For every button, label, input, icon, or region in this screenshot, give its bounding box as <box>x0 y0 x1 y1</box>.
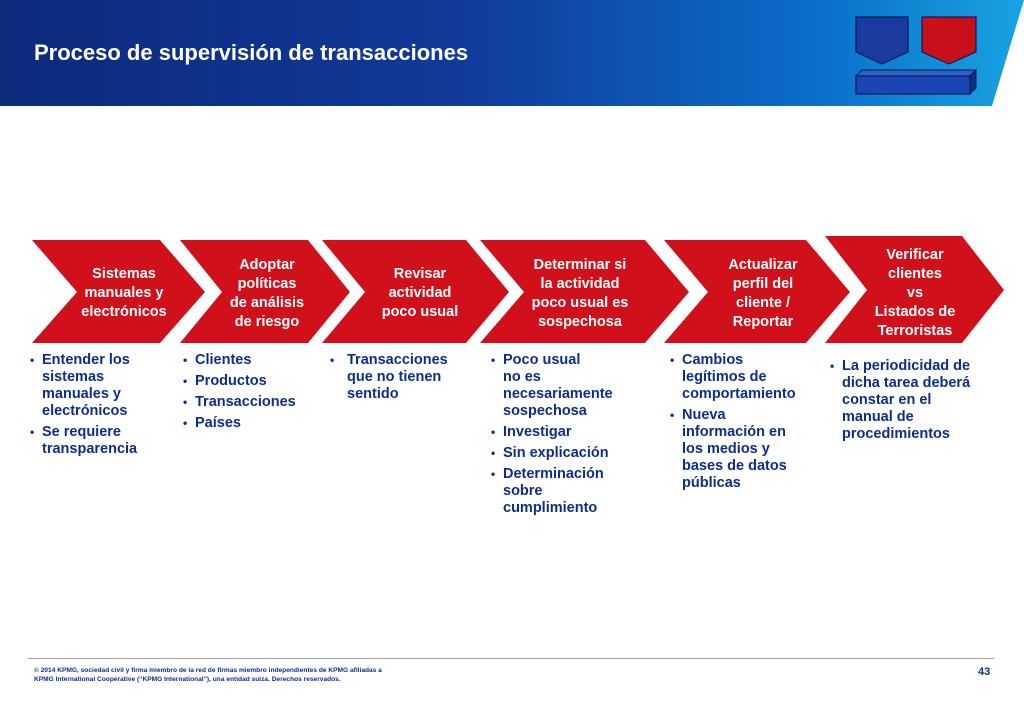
list-item: • Clientes <box>183 352 323 369</box>
step-2-bullets <box>183 352 323 436</box>
list-item: • Sin explicación <box>491 445 651 462</box>
list-item: • Cambios legítimos de comportamiento <box>670 352 830 403</box>
footer-copyright: © 2014 KPMG, sociedad civil y firma miembro de la red de firmas miembro independientes de KPMG afiliadas a KPMG International Cooperative (“KPMG International”), una entidad suiza. Derechos reservados. <box>34 667 382 683</box>
step-1-bullets <box>30 352 170 462</box>
list-item: • La periodicidad de dicha tarea deberá constar en el manual de procedimientos <box>830 358 1000 443</box>
list-item: • Entender los sistemas manuales y electrónicos <box>30 352 170 420</box>
list-item: • Transacciones <box>183 394 323 411</box>
list-item: • Transacciones que no tienen sentido <box>330 352 480 403</box>
step-1-label: Sistemas manuales y electrónicos <box>81 266 167 320</box>
kpmg-logo-icon <box>852 12 982 98</box>
list-item: • Nueva información en los medios y bases de datos públicas <box>670 407 830 492</box>
step-6-bullets <box>830 358 1000 447</box>
list-item: • Productos <box>183 373 323 390</box>
list-item: • Poco usual no es necesariamente sospechosa <box>491 352 651 420</box>
list-item: • Se requiere transparencia <box>30 424 170 458</box>
step-5-label: Actualizar perfil del cliente / Reportar <box>728 257 798 330</box>
step-6-label: Verificar clientes vs Listados de Terroristas <box>874 247 956 339</box>
list-item: • Investigar <box>491 424 651 441</box>
step-4-bullets <box>491 352 651 521</box>
step-4-label: Determinar si la actividad poco usual es sospechosa <box>531 257 629 330</box>
list-item: • Determinación sobre cumplimiento <box>491 466 651 517</box>
step-5-bullets <box>670 352 830 496</box>
step-3-label: Revisar actividad poco usual <box>381 266 459 320</box>
footer-divider <box>28 658 994 659</box>
step-3-bullets <box>330 352 480 407</box>
page-number: 43 <box>978 666 991 678</box>
step-2-label: Adoptar políticas de análisis de riesgo <box>229 257 305 330</box>
list-item: • Países <box>183 415 323 432</box>
page-title: Proceso de supervisión de transacciones <box>34 40 469 65</box>
